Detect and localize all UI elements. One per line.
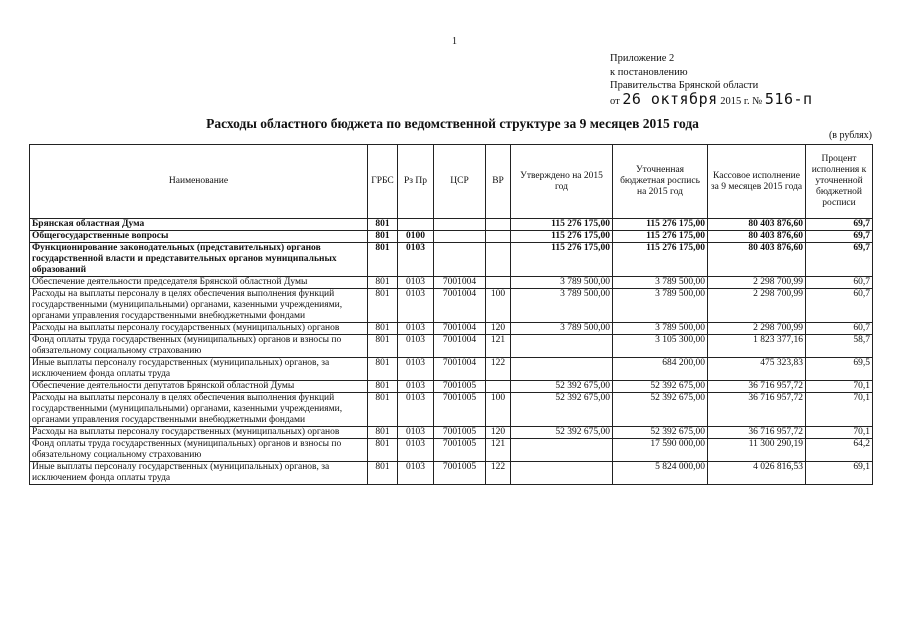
row-approved: 115 276 175,00	[511, 219, 613, 231]
row-vr: 122	[486, 358, 511, 381]
row-cash: 4 026 816,53	[708, 462, 806, 485]
row-grbs: 801	[368, 393, 398, 427]
row-percent: 60,7	[806, 323, 873, 335]
row-csr: 7001004	[434, 289, 486, 323]
row-approved: 52 392 675,00	[511, 381, 613, 393]
row-cash: 2 298 700,99	[708, 323, 806, 335]
row-cash: 2 298 700,99	[708, 277, 806, 289]
handwritten-number: 516-п	[764, 89, 813, 108]
row-percent: 64,2	[806, 439, 873, 462]
table-row	[30, 393, 873, 427]
row-grbs: 801	[368, 219, 398, 231]
row-refined: 5 824 000,00	[613, 462, 708, 485]
row-cash: 36 716 957,72	[708, 427, 806, 439]
row-rz-pr: 0103	[398, 427, 434, 439]
row-approved	[511, 335, 613, 358]
row-approved	[511, 462, 613, 485]
row-refined: 115 276 175,00	[613, 231, 708, 243]
row-rz-pr: 0103	[398, 439, 434, 462]
handwritten-date: 26 октября	[622, 89, 718, 108]
row-approved: 3 789 500,00	[511, 289, 613, 323]
row-name: Расходы на выплаты персоналу в целях обеспечения выполнения функций государственными (муниципальными) органами, казенными учреждениями, органами управления государственными внебюджетными фондами	[30, 289, 368, 323]
row-vr: 122	[486, 462, 511, 485]
row-csr: 7001004	[434, 323, 486, 335]
date-prefix: от	[610, 95, 620, 107]
row-csr	[434, 219, 486, 231]
table-row	[30, 358, 873, 381]
table-row	[30, 335, 873, 358]
row-rz-pr: 0103	[398, 393, 434, 427]
row-refined: 17 590 000,00	[613, 439, 708, 462]
row-csr: 7001005	[434, 462, 486, 485]
table-row	[30, 231, 873, 243]
row-refined: 3 789 500,00	[613, 323, 708, 335]
row-cash: 36 716 957,72	[708, 393, 806, 427]
date-year: 2015 г. №	[720, 95, 763, 107]
row-name: Функционирование законодательных (представительных) органов государственной власти и представительных органов муниципальных образований	[30, 243, 368, 277]
row-approved: 3 789 500,00	[511, 277, 613, 289]
row-grbs: 801	[368, 462, 398, 485]
row-approved	[511, 358, 613, 381]
appendix-line-3: Правительства Брянской области	[610, 80, 759, 91]
row-vr	[486, 231, 511, 243]
row-name: Брянская областная Дума	[30, 219, 368, 231]
row-percent: 70,1	[806, 427, 873, 439]
header-percent: Процент исполнения к уточненной бюджетной росписи	[806, 145, 873, 219]
table-row	[30, 462, 873, 485]
table-header-row	[30, 145, 873, 219]
row-name: Иные выплаты персоналу государственных (муниципальных) органов, за исключением фонда оплаты труда	[30, 462, 368, 485]
table-row	[30, 243, 873, 277]
row-grbs: 801	[368, 231, 398, 243]
table-row	[30, 323, 873, 335]
row-approved: 52 392 675,00	[511, 427, 613, 439]
table-row	[30, 219, 873, 231]
row-rz-pr: 0103	[398, 462, 434, 485]
row-refined: 684 200,00	[613, 358, 708, 381]
row-percent: 69,5	[806, 358, 873, 381]
row-cash: 80 403 876,60	[708, 243, 806, 277]
row-grbs: 801	[368, 439, 398, 462]
row-vr: 100	[486, 393, 511, 427]
row-csr	[434, 243, 486, 277]
row-name: Расходы на выплаты персоналу государственных (муниципальных) органов	[30, 427, 368, 439]
row-csr: 7001005	[434, 381, 486, 393]
row-csr: 7001005	[434, 439, 486, 462]
row-refined: 115 276 175,00	[613, 219, 708, 231]
row-cash: 80 403 876,60	[708, 219, 806, 231]
row-grbs: 801	[368, 335, 398, 358]
row-percent: 69,1	[806, 462, 873, 485]
row-cash: 2 298 700,99	[708, 289, 806, 323]
header-refined: Уточненная бюджетная роспись на 2015 год	[613, 145, 708, 219]
row-csr	[434, 231, 486, 243]
row-vr: 120	[486, 427, 511, 439]
table-row	[30, 277, 873, 289]
row-cash: 36 716 957,72	[708, 381, 806, 393]
row-approved	[511, 439, 613, 462]
row-percent: 60,7	[806, 277, 873, 289]
row-name: Расходы на выплаты персоналу государственных (муниципальных) органов	[30, 323, 368, 335]
row-vr	[486, 381, 511, 393]
row-grbs: 801	[368, 381, 398, 393]
row-name: Иные выплаты персоналу государственных (муниципальных) органов, за исключением фонда оплаты труда	[30, 358, 368, 381]
row-grbs: 801	[368, 358, 398, 381]
row-refined: 52 392 675,00	[613, 393, 708, 427]
row-rz-pr: 0103	[398, 277, 434, 289]
header-approved: Утверждено на 2015 год	[511, 145, 613, 219]
table-row	[30, 427, 873, 439]
row-grbs: 801	[368, 289, 398, 323]
appendix-line-2: к постановлению	[610, 66, 688, 78]
row-vr: 121	[486, 335, 511, 358]
row-approved: 115 276 175,00	[511, 243, 613, 277]
row-rz-pr: 0103	[398, 243, 434, 277]
row-csr: 7001004	[434, 335, 486, 358]
table-row	[30, 439, 873, 462]
row-cash: 1 823 377,16	[708, 335, 806, 358]
row-rz-pr: 0100	[398, 231, 434, 243]
budget-table	[29, 144, 873, 485]
row-csr: 7001005	[434, 393, 486, 427]
row-csr: 7001005	[434, 427, 486, 439]
row-percent: 58,7	[806, 335, 873, 358]
row-name: Обеспечение деятельности председателя Брянской областной Думы	[30, 277, 368, 289]
row-percent: 69,7	[806, 219, 873, 231]
table-row	[30, 289, 873, 323]
row-rz-pr	[398, 219, 434, 231]
row-grbs: 801	[368, 323, 398, 335]
row-grbs: 801	[368, 243, 398, 277]
row-vr: 100	[486, 289, 511, 323]
row-vr: 120	[486, 323, 511, 335]
row-grbs: 801	[368, 427, 398, 439]
row-percent: 70,1	[806, 381, 873, 393]
table-row	[30, 381, 873, 393]
row-refined: 52 392 675,00	[613, 381, 708, 393]
row-approved: 3 789 500,00	[511, 323, 613, 335]
header-vr: ВР	[486, 145, 511, 219]
row-percent: 60,7	[806, 289, 873, 323]
row-rz-pr: 0103	[398, 289, 434, 323]
row-rz-pr: 0103	[398, 381, 434, 393]
row-name: Общегосударственные вопросы	[30, 231, 368, 243]
row-percent: 69,7	[806, 231, 873, 243]
row-vr: 121	[486, 439, 511, 462]
row-grbs: 801	[368, 277, 398, 289]
row-rz-pr: 0103	[398, 335, 434, 358]
row-approved: 115 276 175,00	[511, 231, 613, 243]
row-vr	[486, 219, 511, 231]
row-cash: 475 323,83	[708, 358, 806, 381]
row-refined: 115 276 175,00	[613, 243, 708, 277]
header-csr: ЦСР	[434, 145, 486, 219]
row-rz-pr: 0103	[398, 323, 434, 335]
document-title: Расходы областного бюджета по ведомственной структуре за 9 месяцев 2015 года	[206, 116, 699, 131]
row-refined: 3 789 500,00	[613, 277, 708, 289]
header-rz-pr: Рз Пр	[398, 145, 434, 219]
appendix-line-1: Приложение 2	[610, 53, 675, 64]
page-number: 1	[452, 36, 457, 47]
header-name: Наименование	[30, 145, 368, 219]
row-csr: 7001004	[434, 358, 486, 381]
units-note: (в рублях)	[828, 130, 872, 141]
row-cash: 11 300 290,19	[708, 439, 806, 462]
appendix-block	[610, 52, 813, 108]
row-cash: 80 403 876,60	[708, 231, 806, 243]
row-vr	[486, 277, 511, 289]
row-name: Фонд оплаты труда государственных (муниципальных) органов и взносы по обязательному социальному страхованию	[30, 335, 368, 358]
row-rz-pr: 0103	[398, 358, 434, 381]
row-vr	[486, 243, 511, 277]
row-percent: 70,1	[806, 393, 873, 427]
header-cash: Кассовое исполнение за 9 месяцев 2015 года	[708, 145, 806, 219]
row-name: Расходы на выплаты персоналу в целях обеспечения выполнения функций государственными (муниципальными) органами, казенными учреждениями, органами управления государственными внебюджетными фондами	[30, 393, 368, 427]
header-grbs: ГРБС	[368, 145, 398, 219]
row-approved: 52 392 675,00	[511, 393, 613, 427]
row-name: Обеспечение деятельности депутатов Брянской областной Думы	[30, 381, 368, 393]
row-refined: 3 105 300,00	[613, 335, 708, 358]
row-percent: 69,7	[806, 243, 873, 277]
row-csr: 7001004	[434, 277, 486, 289]
row-refined: 3 789 500,00	[613, 289, 708, 323]
row-name: Фонд оплаты труда государственных (муниципальных) органов и взносы по обязательному социальному страхованию	[30, 439, 368, 462]
row-refined: 52 392 675,00	[613, 427, 708, 439]
appendix-date-line	[610, 89, 813, 109]
